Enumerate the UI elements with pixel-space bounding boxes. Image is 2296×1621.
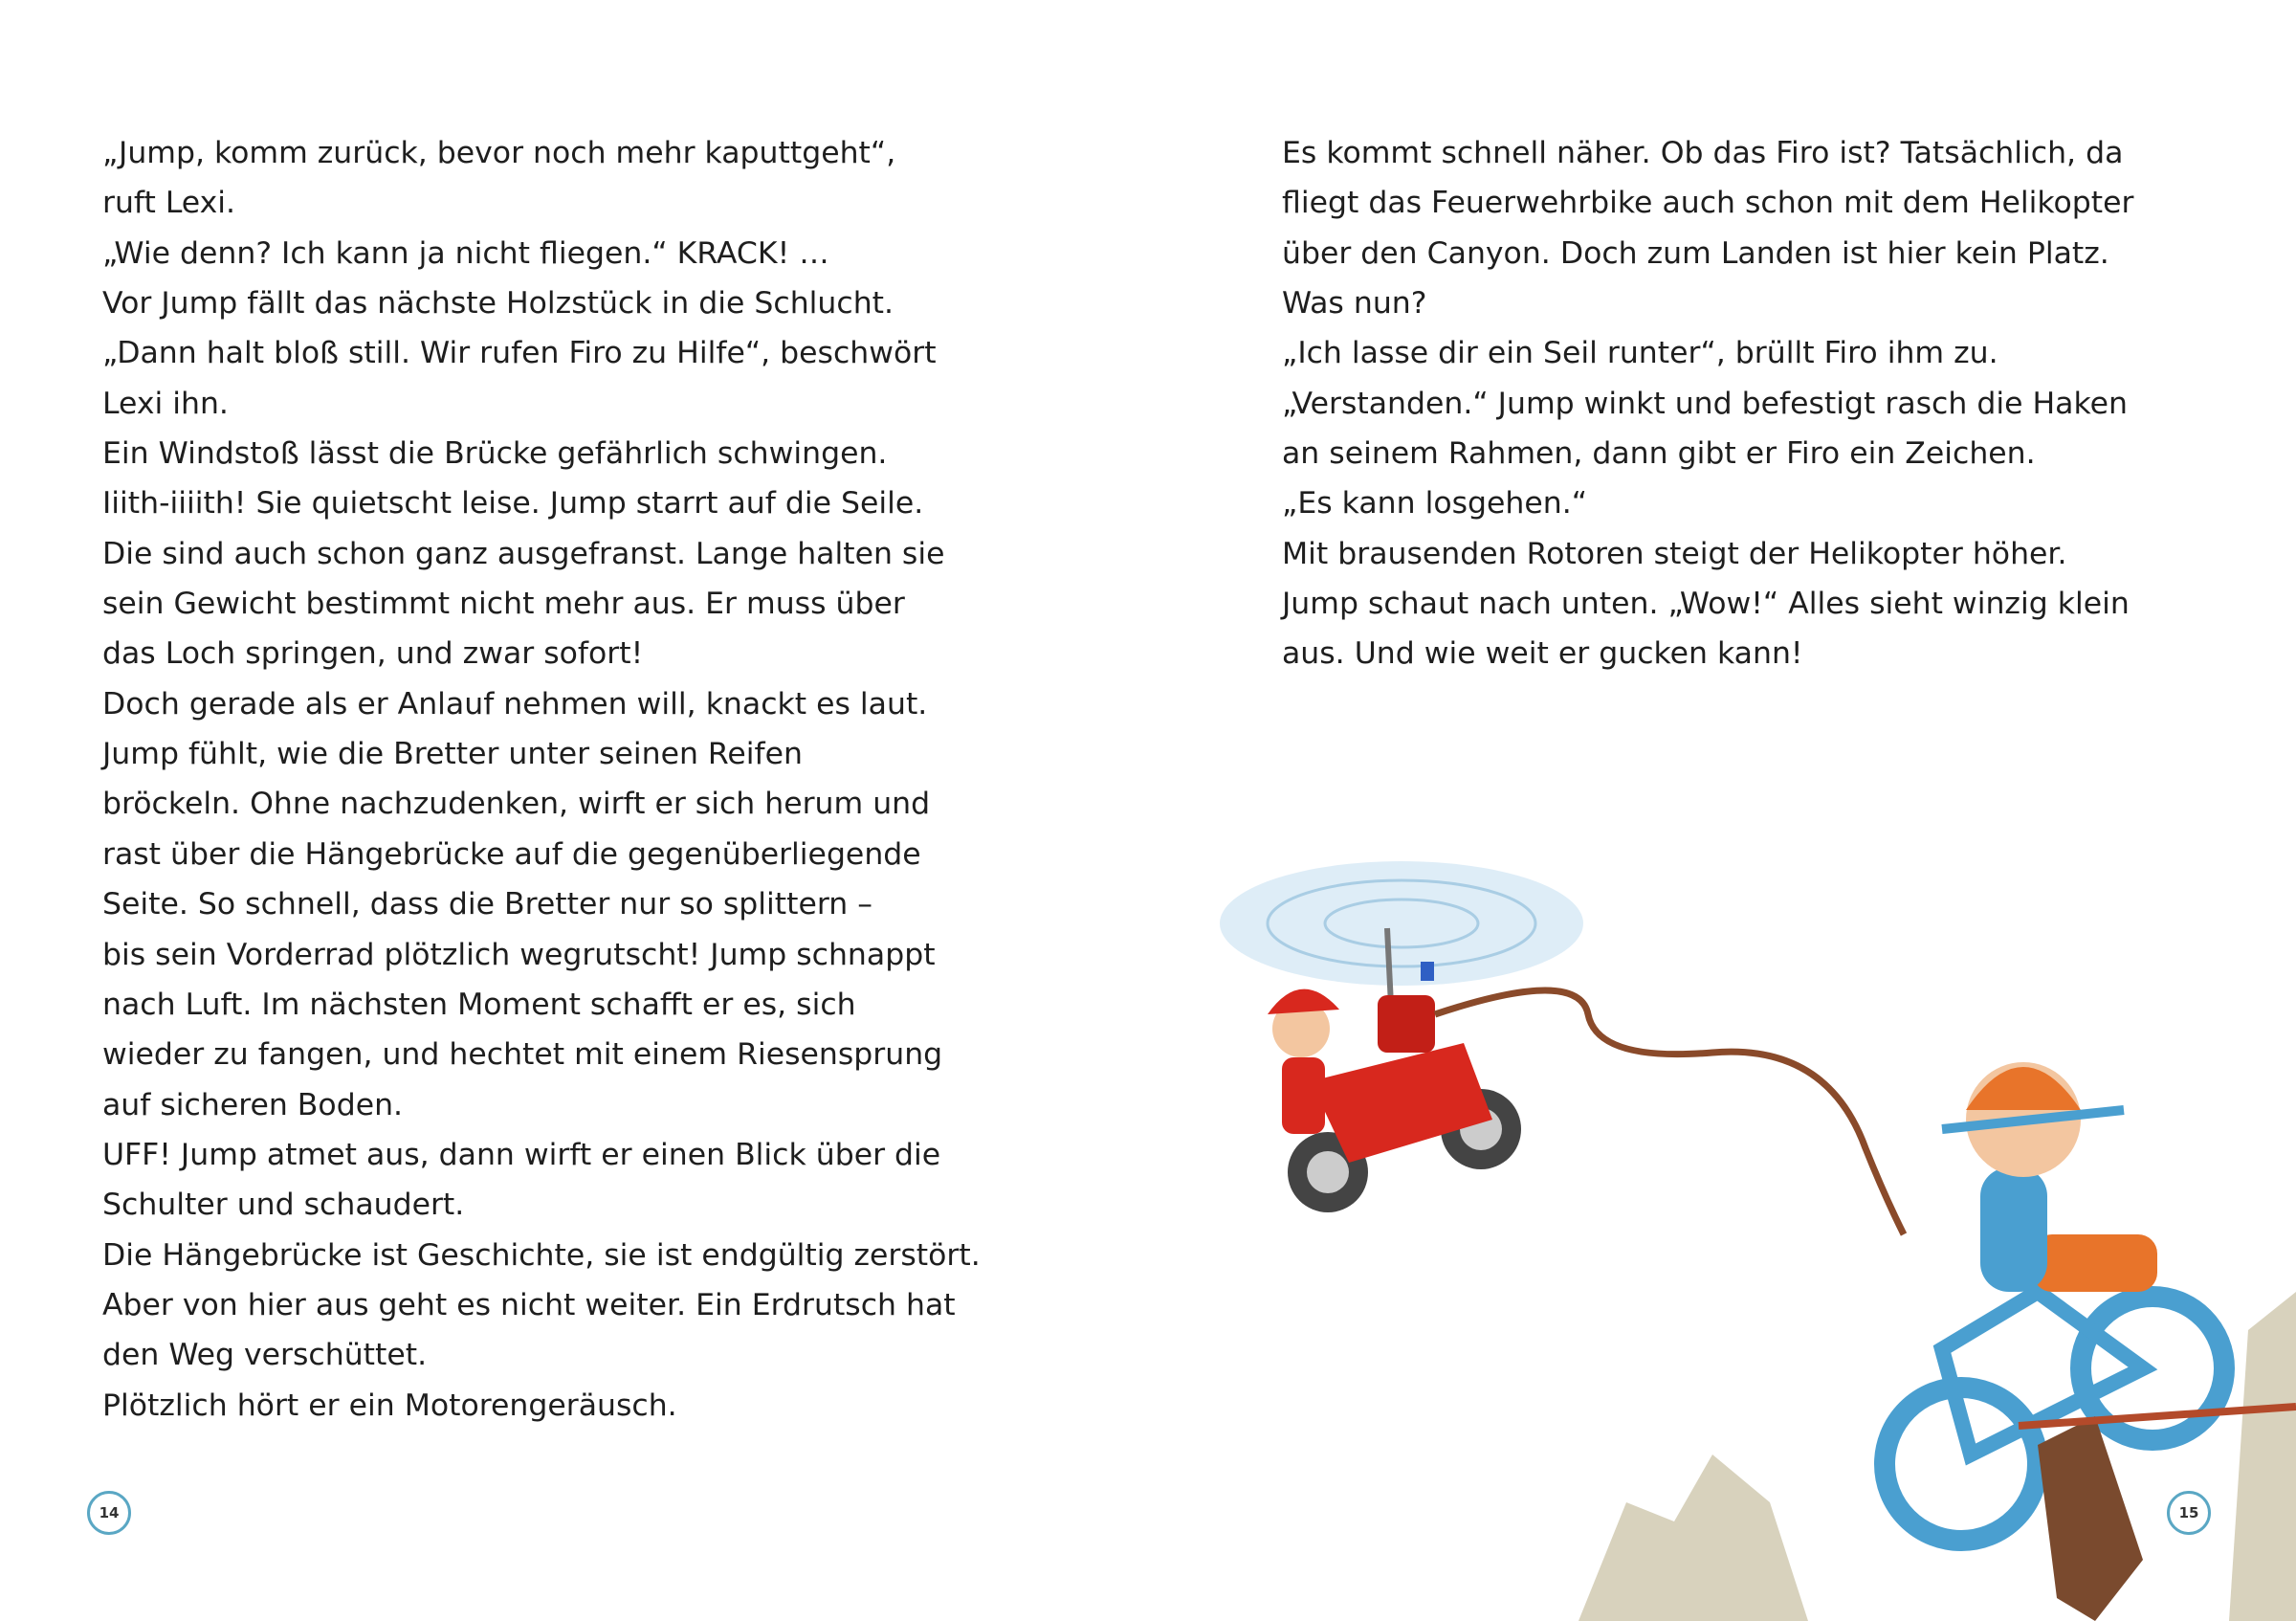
text-line: Die Hängebrücke ist Geschichte, sie ist endgültig zerstört. — [102, 1237, 981, 1273]
text-line: Mit brausenden Rotoren steigt der Helikopter höher. — [1282, 536, 2067, 571]
page-number-right: 15 — [2167, 1491, 2211, 1535]
page-number-left: 14 — [87, 1491, 131, 1535]
text-line: Die sind auch schon ganz ausgefranst. Lange halten sie — [102, 536, 945, 571]
text-line: Lexi ihn. — [102, 386, 229, 421]
text-line: „Es kann losgehen.“ — [1282, 486, 1588, 522]
text-line: Plötzlich hört er ein Motorengeräusch. — [102, 1388, 677, 1423]
text-line: UFF! Jump atmet aus, dann wirft er einen Blick über die — [102, 1137, 941, 1172]
text-line: „Jump, komm zurück, bevor noch mehr kaputtgeht“, — [102, 136, 896, 170]
rocks-and-log — [1578, 1292, 2296, 1621]
text-line: bis sein Vorderrad plötzlich wegrutscht! Jump schnappt — [102, 937, 936, 972]
text-line: wieder zu fangen, und hechtet mit einem Riesensprung — [102, 1037, 943, 1073]
right-page-text — [1282, 128, 2133, 679]
text-line: Jump fühlt, wie die Bretter unter seinen Reifen — [102, 737, 803, 772]
text-line: Iiith-iiiith! Sie quietscht leise. Jump starrt auf die Seile. — [102, 486, 924, 522]
text-line: über den Canyon. Doch zum Landen ist hier kein Platz. — [1282, 235, 2109, 271]
text-line: Ein Windstoß lässt die Brücke gefährlich schwingen. — [102, 436, 888, 472]
text-line: Schulter und schaudert. — [102, 1188, 465, 1223]
text-line: auf sicheren Boden. — [102, 1087, 404, 1122]
text-line: rast über die Hängebrücke auf die gegenüberliegende — [102, 836, 921, 872]
text-line: sein Gewicht bestimmt nicht mehr aus. Er muss über — [102, 587, 905, 622]
text-line: an seinem Rahmen, dann gibt er Firo ein Zeichen. — [1282, 436, 2036, 472]
text-line: das Loch springen, und zwar sofort! — [102, 636, 644, 672]
left-page-text — [102, 128, 981, 1431]
text-line: fliegt das Feuerwehrbike auch schon mit dem Helikopter — [1282, 186, 2134, 221]
text-line: ruft Lexi. — [102, 186, 236, 221]
text-line: Seite. So schnell, dass die Bretter nur so splittern – — [102, 887, 873, 922]
text-line: Vor Jump fällt das nächste Holzstück in die Schlucht. — [102, 286, 894, 322]
illustration-rescue-scene — [1177, 833, 2296, 1621]
text-line: Was nun? — [1282, 286, 1427, 322]
text-line: aus. Und wie weit er gucken kann! — [1282, 636, 1803, 672]
text-line: den Weg verschüttet. — [102, 1338, 428, 1373]
text-line: „Ich lasse dir ein Seil runter“, brüllt Firo ihm zu. — [1282, 336, 1998, 371]
text-line: „Dann halt bloß still. Wir rufen Firo zu Hilfe“, beschwört — [102, 336, 937, 371]
text-line: Jump schaut nach unten. „Wow!“ Alles sieht winzig klein — [1282, 587, 2130, 622]
text-line: bröckeln. Ohne nachzudenken, wirft er sich herum und — [102, 787, 931, 822]
text-line: Es kommt schnell näher. Ob das Firo ist? Tatsächlich, da — [1282, 136, 2124, 170]
text-line: Doch gerade als er Anlauf nehmen will, knackt es laut. — [102, 686, 928, 722]
text-line: nach Luft. Im nächsten Moment schafft er es, sich — [102, 987, 856, 1022]
text-line: „Wie denn? Ich kann ja nicht fliegen.“ KRACK! … — [102, 235, 829, 271]
text-line: „Verstanden.“ Jump winkt und befestigt rasch die Haken — [1282, 386, 2128, 421]
text-line: Aber von hier aus geht es nicht weiter. Ein Erdrutsch hat — [102, 1287, 956, 1322]
rotor-disc — [1220, 861, 1583, 986]
